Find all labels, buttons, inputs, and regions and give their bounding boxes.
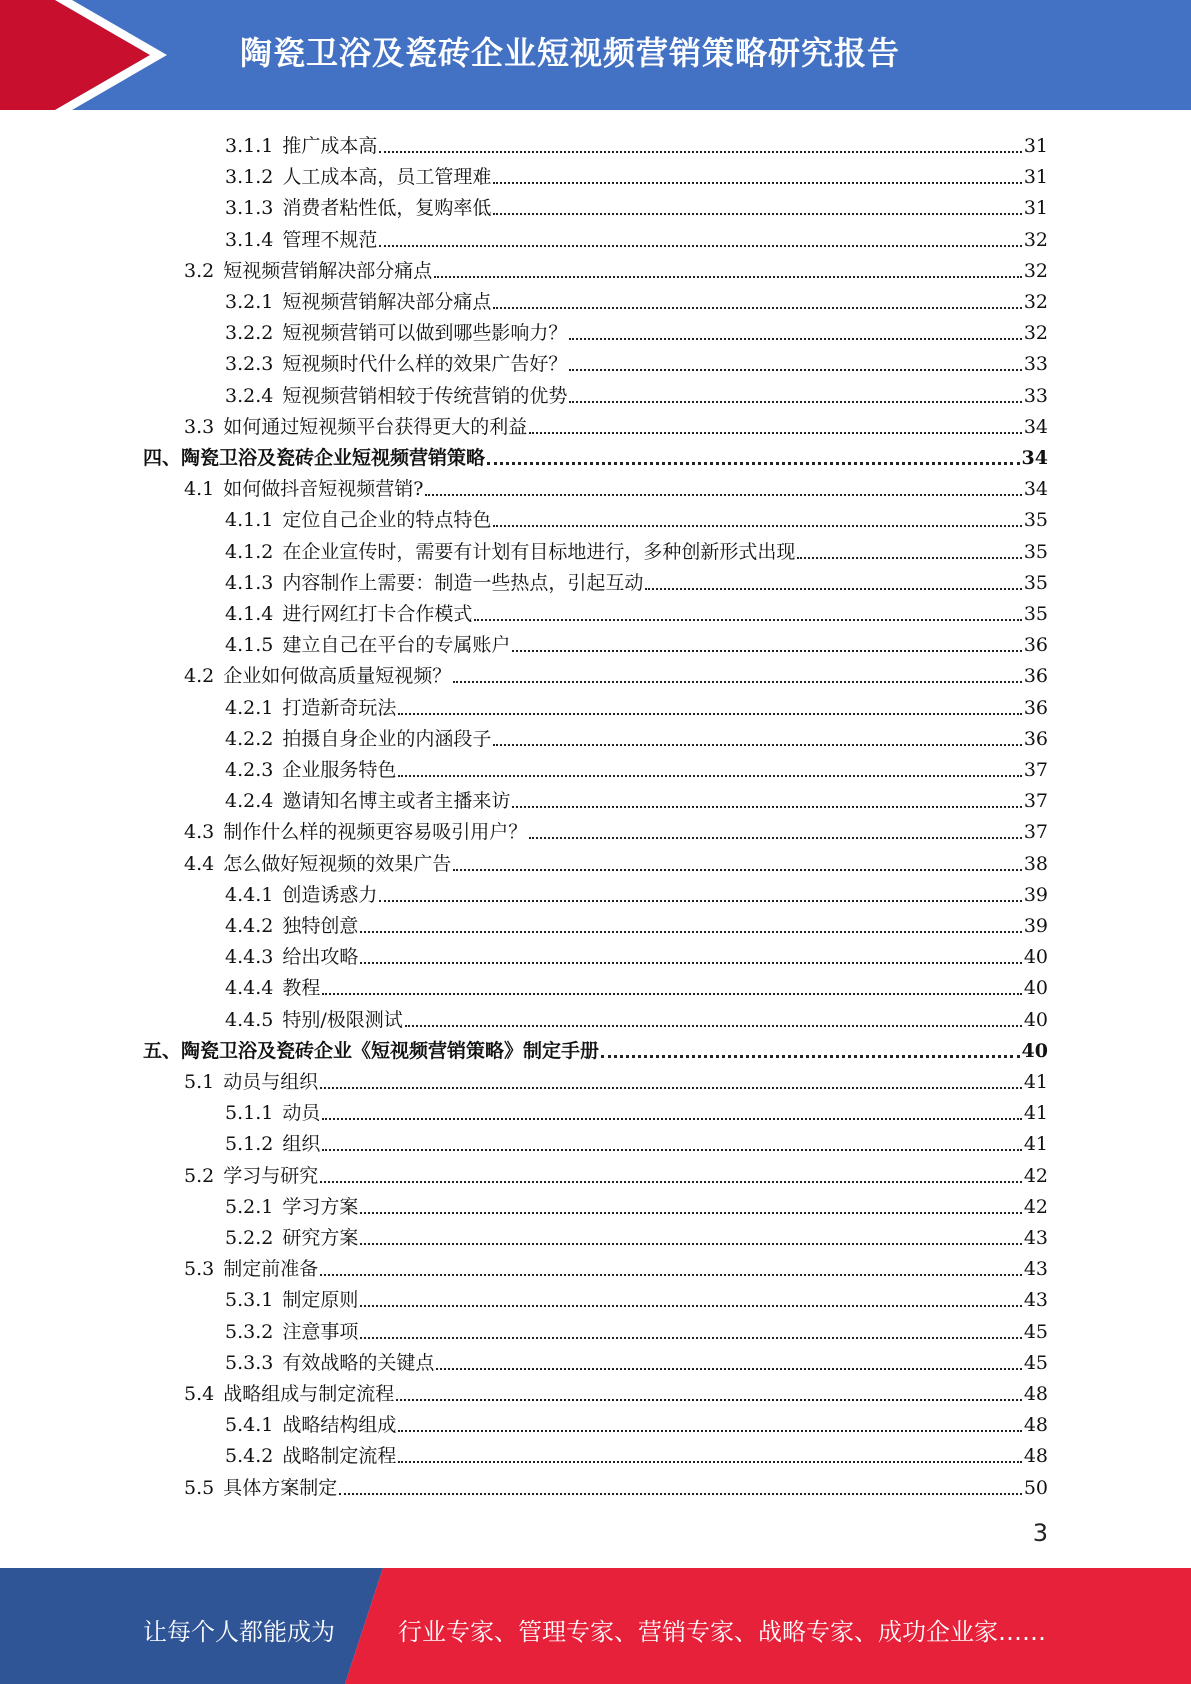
toc-entry-page: 40 <box>1021 1040 1048 1062</box>
toc-entry-number: 4.3 <box>184 821 215 843</box>
toc-entry[interactable] <box>225 1406 1048 1437</box>
toc-entry-title: 五、陶瓷卫浴及瓷砖企业《短视频营销策略》制定手册 <box>143 1040 600 1062</box>
toc-entry[interactable] <box>225 533 1048 564</box>
toc-entry-page: 31 <box>1023 135 1048 157</box>
toc-entry-number: 5.1.1 <box>225 1102 274 1124</box>
toc-entry[interactable] <box>225 1344 1048 1375</box>
toc-entry-number: 5.2.1 <box>225 1196 274 1218</box>
toc-entry-title: 企业服务特色 <box>282 759 397 781</box>
toc-entry[interactable] <box>184 845 1048 876</box>
toc-entry[interactable] <box>225 127 1048 158</box>
toc-entry-title: 动员与组织 <box>223 1071 319 1093</box>
toc-entry-number: 4.4.5 <box>225 1009 274 1031</box>
toc-entry-page: 36 <box>1023 728 1048 750</box>
toc-chapter-entry[interactable] <box>143 439 1048 470</box>
toc-entry[interactable] <box>225 283 1048 314</box>
toc-entry-title: 动员 <box>282 1102 321 1124</box>
toc-entry-title: 短视频营销解决部分痛点 <box>223 260 433 282</box>
toc-dot-leader <box>322 1135 1021 1151</box>
toc-entry[interactable] <box>184 252 1048 283</box>
toc-entry-page: 41 <box>1023 1071 1048 1093</box>
toc-entry-page: 41 <box>1023 1133 1048 1155</box>
toc-entry-number: 4.1.5 <box>225 634 274 656</box>
toc-entry[interactable] <box>184 1063 1048 1094</box>
toc-entry-page: 40 <box>1023 946 1048 968</box>
footer-slogan-right: 行业专家、管理专家、营销专家、战略专家、成功企业家…… <box>398 1618 1046 1646</box>
toc-entry[interactable] <box>225 221 1048 252</box>
toc-dot-leader <box>360 1291 1021 1307</box>
toc-dot-leader <box>645 574 1021 590</box>
toc-entry-title: 给出攻略 <box>282 946 359 968</box>
toc-entry-title: 制定原则 <box>282 1289 359 1311</box>
toc-entry-page: 33 <box>1023 385 1048 407</box>
toc-entry[interactable] <box>225 1219 1048 1250</box>
toc-entry[interactable] <box>184 470 1048 501</box>
toc-entry-title: 短视频时代什么样的效果广告好？ <box>282 353 568 375</box>
toc-dot-leader <box>360 1323 1021 1339</box>
toc-entry-page: 45 <box>1023 1352 1048 1374</box>
toc-dot-leader <box>529 418 1022 434</box>
toc-dot-leader <box>453 667 1022 683</box>
toc-entry-title: 进行网红打卡合作模式 <box>282 603 473 625</box>
toc-entry[interactable] <box>184 408 1048 439</box>
toc-entry[interactable] <box>225 189 1048 220</box>
toc-entry-title: 在企业宣传时，需要有计划有目标地进行，多种创新形式出现 <box>282 541 796 563</box>
toc-entry-page: 34 <box>1023 416 1048 438</box>
toc-entry-page: 41 <box>1023 1102 1048 1124</box>
toc-entry-title: 四、陶瓷卫浴及瓷砖企业短视频营销策略 <box>143 447 486 469</box>
toc-entry-number: 5.2.2 <box>225 1227 274 1249</box>
toc-entry-title: 消费者粘性低，复购率低 <box>282 197 492 219</box>
toc-entry-title: 短视频营销解决部分痛点 <box>282 291 492 313</box>
toc-entry-number: 5.4 <box>184 1383 215 1405</box>
toc-entry-title: 注意事项 <box>282 1321 359 1343</box>
toc-entry-number: 5.1.2 <box>225 1133 274 1155</box>
toc-dot-leader <box>474 605 1021 621</box>
toc-entry-page: 40 <box>1023 1009 1048 1031</box>
toc-entry-number: 3.2.3 <box>225 353 274 375</box>
toc-entry-number: 4.4.4 <box>225 977 274 999</box>
toc-dot-leader <box>398 761 1021 777</box>
toc-entry-page: 36 <box>1023 665 1048 687</box>
toc-entry-title: 企业如何做高质量短视频？ <box>223 665 452 687</box>
toc-entry-page: 34 <box>1023 478 1048 500</box>
toc-dot-leader <box>434 262 1022 278</box>
toc-entry-title: 创造诱惑力 <box>282 884 378 906</box>
toc-entry-page: 31 <box>1023 197 1048 219</box>
toc-entry-page: 43 <box>1023 1227 1048 1249</box>
toc-entry[interactable] <box>225 782 1048 813</box>
toc-entry-page: 50 <box>1023 1477 1048 1499</box>
toc-dot-leader <box>569 387 1021 403</box>
toc-entry-page: 34 <box>1021 447 1048 469</box>
toc-dot-leader <box>320 1260 1022 1276</box>
toc-entry-title: 邀请知名博主或者主播来访 <box>282 790 511 812</box>
toc-dot-leader <box>487 448 1020 465</box>
toc-entry-number: 3.1.3 <box>225 197 274 219</box>
toc-dot-leader <box>425 480 1021 496</box>
toc-entry[interactable] <box>225 158 1048 189</box>
toc-entry-title: 独特创意 <box>282 915 359 937</box>
toc-entry[interactable] <box>184 1157 1048 1188</box>
toc-entry-number: 3.2.2 <box>225 322 274 344</box>
toc-dot-leader <box>379 137 1021 153</box>
toc-dot-leader <box>396 1385 1022 1401</box>
toc-entry-page: 48 <box>1023 1445 1048 1467</box>
toc-entry[interactable] <box>225 969 1048 1000</box>
toc-chapter-entry[interactable] <box>143 1032 1048 1063</box>
toc-entry-title: 学习与研究 <box>223 1165 319 1187</box>
toc-entry-title: 短视频营销可以做到哪些影响力？ <box>282 322 568 344</box>
toc-entry[interactable] <box>225 938 1048 969</box>
toc-dot-leader <box>436 1354 1021 1370</box>
toc-entry[interactable] <box>225 377 1048 408</box>
toc-entry[interactable] <box>184 813 1048 844</box>
toc-entry-page: 36 <box>1023 697 1048 719</box>
toc-entry[interactable] <box>225 501 1048 532</box>
toc-entry-title: 有效战略的关键点 <box>282 1352 435 1374</box>
toc-entry-title: 具体方案制定 <box>223 1477 338 1499</box>
toc-entry-number: 4.2.3 <box>225 759 274 781</box>
toc-entry-number: 4.2.4 <box>225 790 274 812</box>
toc-entry-title: 战略结构组成 <box>282 1414 397 1436</box>
toc-dot-leader <box>493 511 1021 527</box>
toc-entry-title: 研究方案 <box>282 1227 359 1249</box>
toc-entry-number: 4.2 <box>184 665 215 687</box>
toc-entry[interactable] <box>225 1094 1048 1125</box>
toc-entry-number: 5.1 <box>184 1071 215 1093</box>
toc-dot-leader <box>529 823 1022 839</box>
toc-dot-leader <box>493 293 1021 309</box>
toc-entry-page: 43 <box>1023 1289 1048 1311</box>
toc-entry-page: 42 <box>1023 1165 1048 1187</box>
toc-dot-leader <box>453 855 1022 871</box>
toc-dot-leader <box>512 792 1021 808</box>
toc-entry-page: 31 <box>1023 166 1048 188</box>
toc-dot-leader <box>398 1447 1021 1463</box>
toc-entry-title: 如何做抖音短视频营销? <box>223 478 424 500</box>
toc-entry[interactable] <box>225 751 1048 782</box>
toc-entry-page: 32 <box>1023 229 1048 251</box>
toc-entry[interactable] <box>225 1281 1048 1312</box>
page-header <box>0 0 1191 110</box>
toc-entry[interactable] <box>184 1469 1048 1500</box>
toc-entry-number: 4.2.1 <box>225 697 274 719</box>
toc-entry-page: 38 <box>1023 853 1048 875</box>
toc-dot-leader <box>569 355 1021 371</box>
toc-entry-title: 特别/极限测试 <box>282 1009 403 1031</box>
toc-entry-title: 人工成本高，员工管理难 <box>282 166 492 188</box>
toc-entry-title: 制作什么样的视频更容易吸引用户？ <box>223 821 528 843</box>
toc-entry-number: 5.2 <box>184 1165 215 1187</box>
toc-entry-page: 36 <box>1023 634 1048 656</box>
toc-entry-number: 5.3 <box>184 1258 215 1280</box>
toc-entry-number: 4.2.2 <box>225 728 274 750</box>
toc-entry-title: 如何通过短视频平台获得更大的利益 <box>223 416 528 438</box>
toc-dot-leader <box>493 730 1021 746</box>
toc-entry-page: 33 <box>1023 353 1048 375</box>
toc-entry[interactable] <box>184 1250 1048 1281</box>
toc-entry-number: 3.2 <box>184 260 215 282</box>
toc-dot-leader <box>322 979 1021 995</box>
toc-entry-page: 48 <box>1023 1414 1048 1436</box>
toc-entry-page: 32 <box>1023 291 1048 313</box>
toc-entry-number: 4.4.3 <box>225 946 274 968</box>
toc-dot-leader <box>360 1229 1021 1245</box>
toc-entry[interactable] <box>225 1313 1048 1344</box>
toc-entry-page: 35 <box>1023 603 1048 625</box>
toc-entry-number: 4.4.1 <box>225 884 274 906</box>
toc-entry-page: 43 <box>1023 1258 1048 1280</box>
toc-dot-leader <box>360 1198 1021 1214</box>
toc-dot-leader <box>601 1041 1020 1058</box>
toc-entry-number: 3.1.1 <box>225 135 274 157</box>
toc-entry-number: 4.1.4 <box>225 603 274 625</box>
toc-entry-number: 3.1.2 <box>225 166 274 188</box>
toc-entry-title: 战略制定流程 <box>282 1445 397 1467</box>
toc-entry-title: 制定前准备 <box>223 1258 319 1280</box>
toc-entry[interactable] <box>225 1001 1048 1032</box>
toc-entry-page: 35 <box>1023 541 1048 563</box>
toc-entry-number: 4.1 <box>184 478 215 500</box>
toc-entry-number: 3.1.4 <box>225 229 274 251</box>
toc-entry-number: 4.1.2 <box>225 541 274 563</box>
toc-entry-page: 48 <box>1023 1383 1048 1405</box>
toc-entry-page: 45 <box>1023 1321 1048 1343</box>
toc-dot-leader <box>797 543 1021 559</box>
toc-dot-leader <box>493 199 1021 215</box>
toc-entry-number: 3.2.4 <box>225 385 274 407</box>
toc-dot-leader <box>360 917 1021 933</box>
toc-entry-title: 组织 <box>282 1133 321 1155</box>
toc-entry-number: 5.3.1 <box>225 1289 274 1311</box>
toc-entry-page: 32 <box>1023 322 1048 344</box>
toc-entry-page: 39 <box>1023 884 1048 906</box>
toc-entry[interactable] <box>225 720 1048 751</box>
toc-entry-page: 37 <box>1023 821 1048 843</box>
page-footer <box>0 1568 1191 1684</box>
toc-entry-page: 37 <box>1023 759 1048 781</box>
toc-entry-title: 推广成本高 <box>282 135 378 157</box>
toc-entry-page: 37 <box>1023 790 1048 812</box>
toc-entry-number: 4.1.1 <box>225 509 274 531</box>
toc-entry[interactable] <box>225 314 1048 345</box>
toc-entry-page: 40 <box>1023 977 1048 999</box>
toc-entry-title: 拍摄自身企业的内涵段子 <box>282 728 492 750</box>
toc-entry-title: 定位自己企业的特点特色 <box>282 509 492 531</box>
toc-entry[interactable] <box>184 657 1048 688</box>
toc-dot-leader <box>339 1479 1022 1495</box>
toc-entry-title: 内容制作上需要：制造一些热点，引起互动 <box>282 572 644 594</box>
toc-entry[interactable] <box>225 626 1048 657</box>
toc-entry-number: 5.4.1 <box>225 1414 274 1436</box>
toc-entry[interactable] <box>225 564 1048 595</box>
toc-dot-leader <box>360 948 1021 964</box>
footer-slogan-left: 让每个人都能成为 <box>143 1618 335 1646</box>
toc-entry-page: 35 <box>1023 509 1048 531</box>
toc-dot-leader <box>493 168 1021 184</box>
toc-entry[interactable] <box>225 1188 1048 1219</box>
toc-entry-title: 战略组成与制定流程 <box>223 1383 395 1405</box>
toc-dot-leader <box>512 636 1021 652</box>
toc-entry[interactable] <box>225 689 1048 720</box>
report-title: 陶瓷卫浴及瓷砖企业短视频营销策略研究报告 <box>240 34 901 72</box>
toc-dot-leader <box>320 1073 1022 1089</box>
toc-dot-leader <box>398 1416 1021 1432</box>
toc-entry[interactable] <box>225 876 1048 907</box>
toc-entry-number: 3.3 <box>184 416 215 438</box>
toc-dot-leader <box>398 699 1021 715</box>
toc-entry[interactable] <box>184 1375 1048 1406</box>
toc-entry[interactable] <box>225 595 1048 626</box>
toc-entry-title: 建立自己在平台的专属账户 <box>282 634 511 656</box>
toc-entry-number: 5.5 <box>184 1477 215 1499</box>
toc-dot-leader <box>379 231 1021 247</box>
toc-entry-title: 学习方案 <box>282 1196 359 1218</box>
toc-entry-title: 教程 <box>282 977 321 999</box>
toc-entry-number: 5.3.3 <box>225 1352 274 1374</box>
toc-entry-page: 42 <box>1023 1196 1048 1218</box>
toc-dot-leader <box>405 1011 1022 1027</box>
page-number: 3 <box>1032 1519 1048 1547</box>
toc-entry-title: 怎么做好短视频的效果广告 <box>223 853 452 875</box>
toc-dot-leader <box>569 324 1021 340</box>
toc-dot-leader <box>379 886 1021 902</box>
toc-entry[interactable] <box>225 1437 1048 1468</box>
toc-entry[interactable] <box>225 907 1048 938</box>
toc-entry-page: 32 <box>1023 260 1048 282</box>
toc-entry-page: 35 <box>1023 572 1048 594</box>
toc-entry[interactable] <box>225 345 1048 376</box>
toc-dot-leader <box>320 1167 1022 1183</box>
toc-entry-number: 4.4.2 <box>225 915 274 937</box>
toc-entry-number: 5.3.2 <box>225 1321 274 1343</box>
toc-entry-number: 3.2.1 <box>225 291 274 313</box>
toc-entry-number: 4.4 <box>184 853 215 875</box>
toc-entry-number: 5.4.2 <box>225 1445 274 1467</box>
toc-entry-number: 4.1.3 <box>225 572 274 594</box>
toc-entry-title: 短视频营销相较于传统营销的优势 <box>282 385 568 407</box>
toc-entry-title: 打造新奇玩法 <box>282 697 397 719</box>
toc-entry-title: 管理不规范 <box>282 229 378 251</box>
toc-entry-page: 39 <box>1023 915 1048 937</box>
toc-dot-leader <box>322 1104 1021 1120</box>
toc-entry[interactable] <box>225 1125 1048 1156</box>
